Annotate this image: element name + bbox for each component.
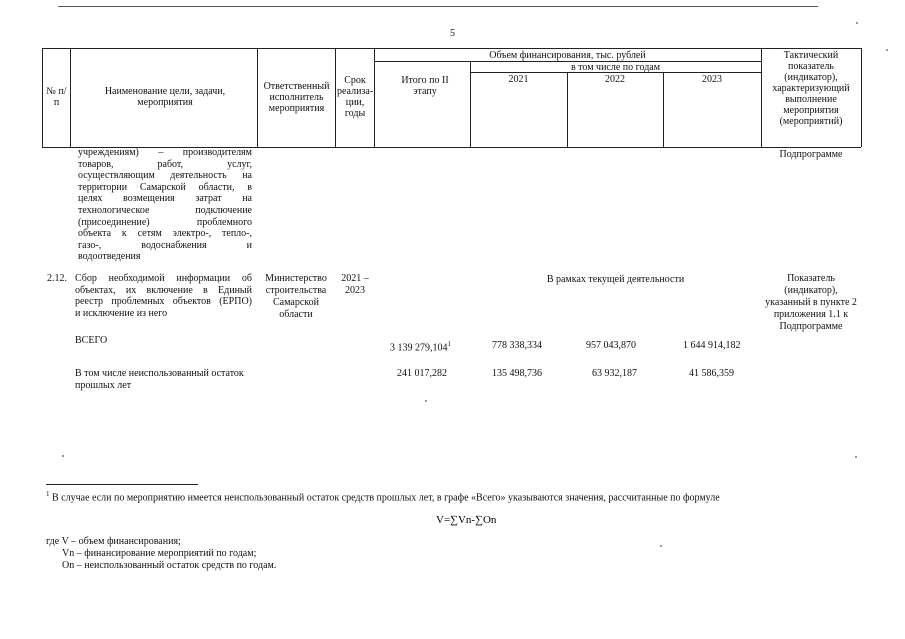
header-year-2022: 2022: [605, 74, 625, 85]
row-212-executor: Министерство строительства Самарской области: [265, 273, 327, 320]
unused-2021: 135 498,736: [492, 368, 542, 379]
total-value-text: 3 139 279,104: [390, 342, 448, 354]
scan-speck: [62, 455, 64, 457]
row-212-term: 2021 – 2023: [341, 273, 369, 296]
header-by-years: в том числе по годам: [570, 62, 661, 73]
unused-label: В том числе неиспользованный остаток прошлых лет: [75, 368, 244, 391]
unused-total: 241 017,282: [397, 368, 447, 379]
scan-speck: [660, 545, 662, 547]
scan-speck: [886, 49, 888, 51]
header-indicator: Тактический показатель (индикатор), характеризующий выполнение мероприятия (мероприятий): [772, 50, 850, 127]
name-line: водоотведения: [78, 251, 141, 263]
footnote-vn: Vn – финансирование мероприятий по годам;: [62, 548, 257, 559]
name-line: территории Самарской области, в: [78, 181, 252, 193]
total-2022: 957 043,870: [586, 340, 636, 351]
footnote-sup: 1: [46, 490, 50, 498]
header-year-2021: 2021: [508, 74, 529, 85]
name-line: Сбор необходимой информации об: [75, 273, 252, 284]
total-2021: 778 338,334: [492, 340, 542, 351]
header-total: Итого по II этапу: [401, 75, 449, 97]
row-212-indicator: Показатель (индикатор), указанный в пункте 2 приложения 1.1 к Подпрограмме: [765, 273, 857, 332]
unused-2023: 41 586,359: [689, 368, 734, 379]
row-212-num: 2.12.: [47, 273, 67, 284]
formula-text: V=∑Vn-∑On: [436, 514, 497, 526]
name-line: (присоединение) проблемного: [78, 216, 252, 228]
header-term: Срок реализа-ции, годы: [337, 75, 374, 119]
header-name: Наименование цели, задачи, мероприятия: [104, 86, 226, 108]
name-line: технологическое подключение: [78, 204, 252, 216]
row-212-funding-note: В рамках текущей деятельности: [546, 274, 685, 285]
row-continuation-name: [78, 147, 252, 263]
footnote-where: где V – объем финансирования;: [46, 536, 181, 547]
name-line: объекта к сетям электро-, тепло-,: [78, 228, 252, 240]
row-212-name: [75, 273, 252, 319]
name-line: учреждениям) – производителям: [78, 147, 252, 158]
top-rule: [58, 6, 818, 7]
scan-speck: [425, 400, 427, 402]
name-line: целях возмещения затрат на: [78, 193, 252, 205]
unused-2022: 63 932,187: [592, 368, 637, 379]
scan-speck: [856, 22, 858, 24]
footnote-on: On – неиспользованный остаток средств по годам.: [62, 560, 277, 571]
header-executor: Ответственный исполнитель мероприятия: [263, 81, 330, 114]
scan-speck: [855, 456, 857, 458]
header-funding: Объем финансирования, тыс. рублей: [489, 50, 646, 61]
name-line: товаров, работ, услуг,: [78, 158, 252, 170]
total-value: [390, 340, 451, 353]
footnote-rule: [46, 484, 198, 485]
footnote-ref: 1: [447, 340, 451, 348]
footnote-body: В случае если по мероприятию имеется неиспользованный остаток средств прошлых лет, в графе «Всего» указываются значения, рассчитанные по формуле: [52, 492, 720, 504]
formula: [436, 504, 506, 536]
name-line: газо-, водоснабжения и: [78, 239, 252, 251]
header-num: № п/п: [46, 86, 67, 108]
name-line: объектах, их включение в Единый: [75, 284, 252, 296]
row-continuation-indicator: Подпрограмме: [779, 149, 843, 160]
total-label: ВСЕГО: [75, 335, 108, 346]
total-2023: 1 644 914,182: [683, 340, 741, 351]
name-line: реестр проблемных объектов (ЕРПО): [75, 296, 252, 308]
name-line: и исключение из него: [75, 307, 168, 319]
header-year-2023: 2023: [702, 74, 722, 85]
footnote-text: [46, 490, 826, 503]
name-line: осуществляющим деятельность на: [78, 170, 252, 182]
page-number: 5: [450, 28, 455, 39]
